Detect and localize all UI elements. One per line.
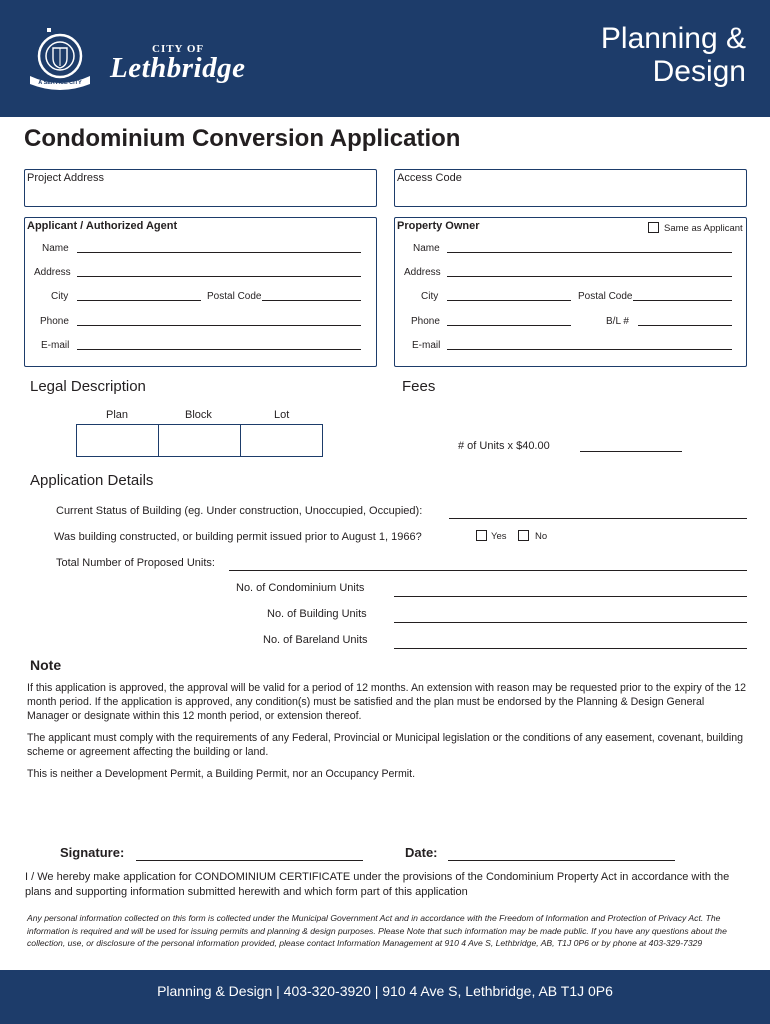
owner-address-label: Address: [404, 267, 441, 278]
total-units-input[interactable]: [229, 570, 747, 571]
units-fee-input[interactable]: [580, 451, 682, 452]
owner-phone-label: Phone: [411, 316, 440, 327]
condo-units-input[interactable]: [394, 596, 747, 597]
applicant-city-label: City: [51, 291, 69, 302]
owner-postal-input[interactable]: [633, 300, 732, 301]
applicant-postal-label: Postal Code: [207, 291, 262, 302]
declaration-text: I / We hereby make application for CONDOMINIUM CERTIFICATE under the provisions of the Condominium Property Act in accordance with the plans and supporting information submitted herewith and which form part of this application: [25, 871, 730, 898]
date-label: Date:: [405, 845, 438, 860]
owner-heading: Property Owner: [397, 220, 480, 232]
department-title-line1: Planning &: [600, 22, 746, 55]
signature-label: Signature:: [60, 845, 125, 860]
current-status-label: Current Status of Building (eg. Under construction, Unoccupied, Occupied):: [56, 505, 423, 517]
footer-contact: Planning & Design | 403-320-3920 | 910 4 Ave S, Lethbridge, AB T1J 0P6: [157, 983, 613, 999]
applicant-name-input[interactable]: [77, 252, 361, 253]
owner-bl-input[interactable]: [638, 325, 732, 326]
owner-city-input[interactable]: [447, 300, 571, 301]
units-fee-label: # of Units x $40.00: [458, 440, 550, 452]
department-title: [601, 22, 746, 88]
block-label: Block: [185, 409, 212, 421]
total-units-label: Total Number of Proposed Units:: [56, 557, 215, 569]
applicant-city-input[interactable]: [77, 300, 201, 301]
note-paragraph-approval: If this application is approved, the approval will be valid for a period of 12 months. An extension with reason may be requested prior to the expiry of the 12 month period. If the application is approved, any condition(s) must be satisfied and the plan must be endorsed by the Planning & Design General Manager or designate within this 12 month period, or extension thereof.: [27, 682, 747, 722]
yes-label: Yes: [491, 531, 507, 542]
condo-units-label: No. of Condominium Units: [236, 582, 365, 594]
lot-label: Lot: [274, 409, 290, 421]
same-as-applicant-checkbox[interactable]: [648, 222, 659, 233]
built-before-1966-label: Was building constructed, or building permit issued prior to August 1, 1966?: [54, 531, 422, 543]
access-code-label: Access Code: [397, 172, 462, 184]
no-checkbox[interactable]: [518, 530, 529, 541]
block-input[interactable]: [158, 424, 241, 457]
applicant-name-label: Name: [42, 243, 69, 254]
note-paragraph-compliance: The applicant must comply with the requirements of any Federal, Provincial or Municipal legislation or the conditions of any easement, covenant, building scheme or agreement affecting the building or land.: [27, 732, 744, 758]
bareland-units-input[interactable]: [394, 648, 747, 649]
privacy-notice: Any personal information collected on this form is collected under the Municipal Government Act and in accordance with the Freedom of Information and Protection of Privacy Act. The information is required and will be used for issuing permits and planning & design purposes. Please Note that such information may be made public. If you have any questions about the collection, use, or disclosure of the personal information provided, please contact Information Management at 910 4 Ave S, Lethbridge, AB, T1J 0P6 or by phone at 403-329-7329: [27, 913, 727, 948]
applicant-heading: Applicant / Authorized Agent: [27, 220, 178, 232]
city-name-wordmark: Lethbridge: [110, 52, 246, 84]
applicant-phone-input[interactable]: [77, 325, 361, 326]
department-title-line2: Design: [652, 55, 746, 88]
legal-description-heading: Legal Description: [30, 378, 146, 395]
owner-name-label: Name: [413, 243, 440, 254]
fees-heading: Fees: [402, 378, 436, 395]
applicant-phone-label: Phone: [40, 316, 69, 327]
city-of-label: CITY OF: [152, 43, 205, 55]
owner-bl-label: B/L #: [606, 316, 629, 327]
date-input[interactable]: [448, 860, 675, 861]
applicant-section: [24, 217, 377, 367]
project-address-label: Project Address: [27, 172, 105, 184]
plan-input[interactable]: [76, 424, 159, 457]
property-owner-section: [394, 217, 747, 367]
applicant-email-label: E-mail: [41, 340, 70, 351]
application-details-heading: Application Details: [30, 472, 154, 489]
city-seal-logo: [26, 26, 94, 92]
owner-city-label: City: [421, 291, 439, 302]
owner-email-label: E-mail: [412, 340, 441, 351]
note-heading: Note: [30, 657, 62, 673]
bareland-units-label: No. of Bareland Units: [263, 634, 368, 646]
owner-address-input[interactable]: [447, 276, 732, 277]
plan-label: Plan: [106, 409, 129, 421]
lot-input[interactable]: [240, 424, 323, 457]
applicant-address-label: Address: [34, 267, 71, 278]
current-status-input[interactable]: [449, 518, 747, 519]
note-paragraph-permit: This is neither a Development Permit, a Building Permit, nor an Occupancy Permit.: [27, 768, 416, 780]
owner-name-input[interactable]: [447, 252, 732, 253]
applicant-address-input[interactable]: [77, 276, 361, 277]
svg-text:A SERVICE CITY: A SERVICE CITY: [38, 80, 82, 86]
same-as-applicant-label: Same as Applicant: [664, 223, 743, 234]
form-title: Condominium Conversion Application: [24, 125, 461, 152]
owner-email-input[interactable]: [447, 349, 732, 350]
applicant-email-input[interactable]: [77, 349, 361, 350]
building-units-label: No. of Building Units: [267, 608, 367, 620]
applicant-postal-input[interactable]: [262, 300, 361, 301]
no-label: No: [535, 531, 548, 542]
owner-postal-label: Postal Code: [578, 291, 633, 302]
yes-checkbox[interactable]: [476, 530, 487, 541]
owner-phone-input[interactable]: [447, 325, 571, 326]
signature-input[interactable]: [136, 860, 363, 861]
building-units-input[interactable]: [394, 622, 747, 623]
